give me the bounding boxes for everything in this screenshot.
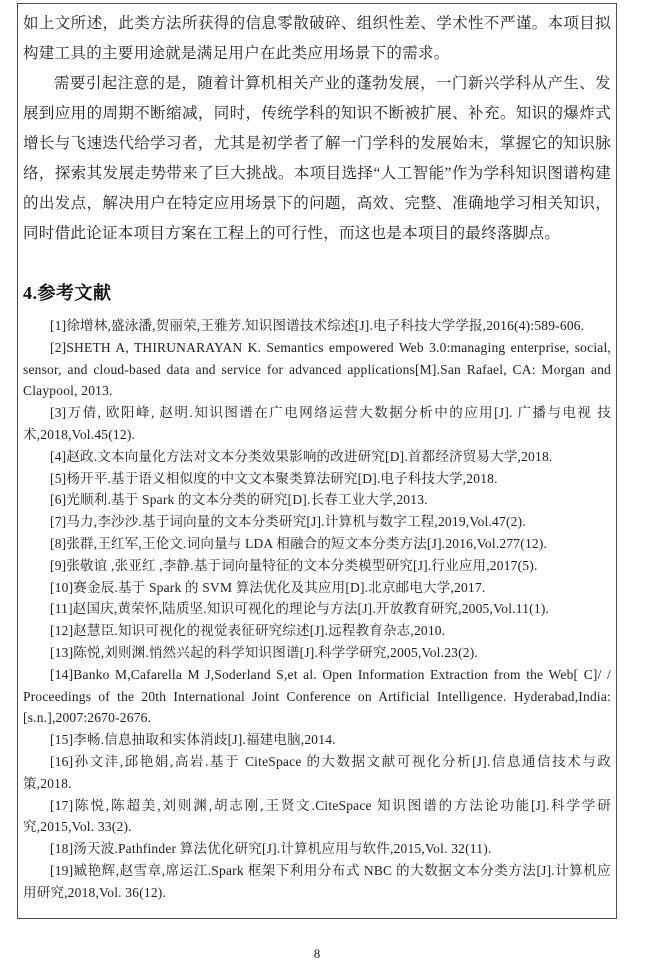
page-border-frame xyxy=(17,3,617,919)
reference-item: [19]臧艳辉,赵雪章,席运江.Spark 框架下利用分布式 NBC 的大数据文本分类方法[J].计算机应用研究,2018,Vol. 36(12). xyxy=(23,862,611,900)
body-paragraph-continuation: 如上文所述，此类方法所获得的信息零散破碎、组织性差、学术性不严谨。本项目拟构建工具的主要用途就是满足用户在此类应用场景下的需求。 xyxy=(23,15,611,62)
reference-item: [14]Banko M,Cafarella M J,Soderland S,et al. Open Information Extraction from the Web[ C]/ / Proceedings of the 20th International Joint Conference on Artificial Intelligence. Hyderabad,India:[s.n.],2007:2670-2676. xyxy=(23,666,611,726)
reference-item: [13]陈悦,刘则渊.悄然兴起的科学知识图谱[J].科学学研究,2005,Vol.23(2). xyxy=(50,644,479,660)
reference-item: [10]赛金辰.基于 Spark 的 SVM 算法优化及其应用[D].北京邮电大学,2017. xyxy=(50,579,486,595)
reference-item: [8]张群,王红军,王伦文.词向量与 LDA 相融合的短文本分类方法[J].2016,Vol.277(12). xyxy=(50,535,548,551)
reference-item: [2]SHETH A, THIRUNARAYAN K. Semantics empowered Web 3.0:managing enterprise, social, sensor, and cloud-based data and service for advanced applications[M].San Rafael, CA: Morgan and Claypool, 2013. xyxy=(23,339,611,399)
reference-item: [11]赵国庆,黄荣怀,陆质坚.知识可视化的理论与方法[J].开放教育研究,2005,Vol.11(1). xyxy=(50,601,550,617)
reference-item: [7]马力,李沙沙.基于词向量的文本分类研究[J].计算机与数字工程,2019,Vol.47(2). xyxy=(50,514,526,530)
reference-item: [3]万倩, 欧阳峰, 赵明.知识图谱在广电网络运营大数据分析中的应用[J]. 广播与电视 技术,2018,Vol.45(12). xyxy=(23,405,611,442)
reference-item: [1]徐增林,盛泳潘,贺丽荣,王雅芳.知识图谱技术综述[J].电子科技大学学报,2016(4):589-606. xyxy=(50,318,585,333)
references-section-heading: 4.参考文献 xyxy=(23,283,112,303)
reference-item: [15]李畅.信息抽取和实体消歧[J].福建电脑,2014. xyxy=(50,732,336,748)
reference-item: [5]杨开平.基于语义相似度的中文文本聚类算法研究[D].电子科技大学,2018. xyxy=(50,470,498,486)
references-list xyxy=(23,315,611,904)
reference-item: [16]孙文沣,邱艳娟,高岩.基于 CiteSpace 的大数据文献可视化分析[J].信息通信技术与政策,2018. xyxy=(23,753,611,791)
reference-item: [17]陈悦,陈超美,刘则渊,胡志刚,王贤文.CiteSpace 知识图谱的方法论功能[J].科学学研 究,2015,Vol. 33(2). xyxy=(23,797,611,835)
reference-item: [6]光顺利.基于 Spark 的文本分类的研究[D].长春工业大学,2013. xyxy=(50,492,428,508)
page-number: 8 xyxy=(313,946,321,961)
reference-item: [4]赵政.文本向量化方法对文本分类效果影响的改进研究[D].首都经济贸易大学,2018. xyxy=(50,448,553,464)
reference-item: [9]张敬谊 ,张亚红 ,李静.基于词向量特征的文本分类模型研究[J].行业应用,2017(5). xyxy=(50,557,538,573)
reference-item: [18]汤天波.Pathfinder 算法优化研究[J].计算机应用与软件,2015,Vol. 32(11). xyxy=(50,841,492,857)
reference-item: [12]赵慧臣.知识可视化的视觉表征研究综述[J].远程教育杂志,2010. xyxy=(50,623,446,639)
body-paragraph: 需要引起注意的是，随着计算机相关产业的蓬勃发展，一门新兴学科从产生、发展到应用的周期不断缩减，同时，传统学科的知识不断被扩展、补充。知识的爆炸式增长与飞速迭代给学习者，尤其是初学者了解一门学科的发展始末，掌握它的知识脉络，探索其发展走势带来了巨大挑战。本项目选择“人工智能”作为学科知识图谱构建的出发点，解决用户在特定应用场景下的问题，高效、完整、准确地学习相关知识，同时借此论证本项目方案在工程上的可行性，而这也是本项目的最终落脚点。 xyxy=(23,75,611,242)
